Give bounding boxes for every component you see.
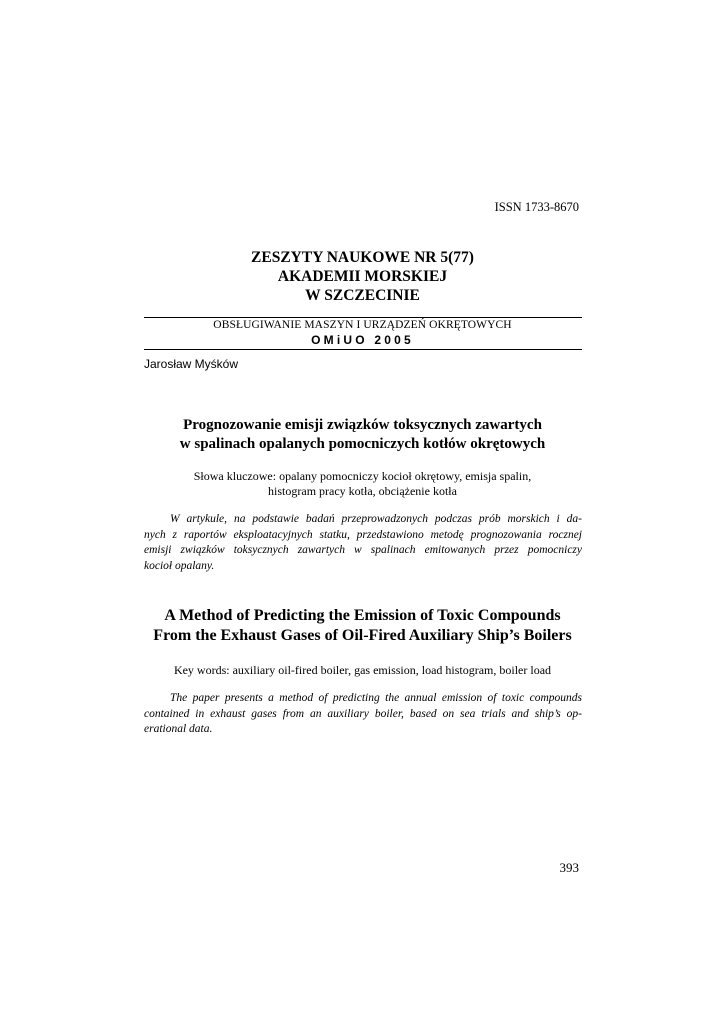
- series-code: OMiUO 2005: [311, 333, 414, 347]
- journal-title-line: W SZCZECINIE: [305, 287, 420, 304]
- polish-keywords: [0, 469, 725, 499]
- polish-title-line: w spalinach opalanych pomocniczych kotłów okrętowych: [179, 436, 546, 452]
- polish-keywords-line: histogram pracy kotła, obciążenie kotła: [268, 484, 457, 498]
- abstract-line: W artykule, na podstawie badań przeprowadzonych podczas prób morskich i da-: [170, 513, 582, 525]
- journal-title-line: ZESZYTY NAUKOWE NR 5(77): [251, 249, 474, 266]
- polish-title-line: Prognozowanie emisji związków toksycznych zawartych: [183, 417, 542, 433]
- polish-title: [0, 416, 725, 454]
- abstract-line: erational data.: [144, 723, 213, 735]
- series-top-rule: [144, 317, 582, 318]
- abstract-line: emisji związków toksycznych zawartych w spalinach emitowanych przez pomocniczy: [144, 544, 582, 556]
- abstract-line: The paper presents a method of predicting the annual emission of toxic compounds: [170, 692, 582, 704]
- english-title-line: From the Exhaust Gases of Oil-Fired Auxiliary Ship’s Boilers: [153, 627, 572, 644]
- abstract-line: kocioł opalany.: [144, 559, 215, 572]
- issn-number: ISSN 1733-8670: [494, 200, 579, 214]
- journal-title: [0, 248, 725, 305]
- english-title-line: A Method of Predicting the Emission of Toxic Compounds: [164, 607, 561, 624]
- series-bottom-rule: [144, 349, 582, 350]
- abstract-line: contained in exhaust gases from an auxiliary boiler, based on sea trials and ship’s op-: [144, 707, 582, 720]
- journal-title-line: AKADEMII MORSKIEJ: [277, 268, 448, 285]
- polish-abstract: [144, 512, 582, 574]
- english-title: [0, 606, 725, 646]
- page-number: 393: [559, 860, 579, 875]
- english-abstract: [144, 691, 582, 738]
- series-name: OBSŁUGIWANIE MASZYN I URZĄDZEŃ OKRĘTOWYCH: [213, 319, 512, 331]
- english-keywords: Key words: auxiliary oil-fired boiler, gas emission, load histogram, boiler load: [173, 663, 552, 677]
- polish-keywords-line: Słowa kluczowe: opalany pomocniczy kocioł okrętowy, emisja spalin,: [193, 469, 532, 483]
- abstract-line: nych z raportów eksploatacyjnych statku, przedstawiono metodę prognozowania rocznej: [144, 528, 582, 541]
- author-name: Jarosław Myśków: [144, 357, 239, 371]
